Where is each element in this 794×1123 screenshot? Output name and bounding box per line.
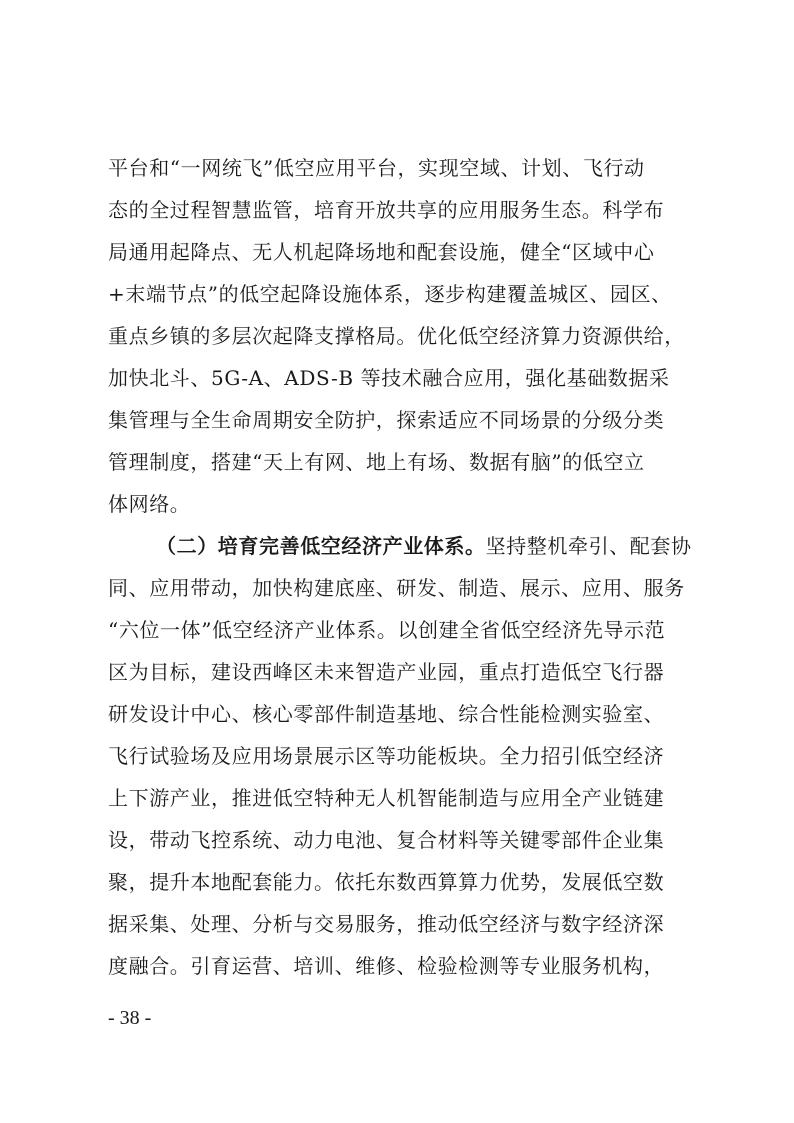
paragraph-line: 集管理与全生命周期安全防护，探索适应不同场景的分级分类 [108,408,665,432]
paragraph-line: “六位一体”低空经济产业体系。以创建全省低空经济先导示范 [108,618,666,642]
paragraph-line: +末端节点”的低空起降设施体系，逐步构建覆盖城区、园区、 [108,282,672,306]
paragraph-line: 局通用起降点、无人机起降场地和配套设施，健全“区域中心 [108,240,655,264]
paragraph-line: 据采集、处理、分析与交易服务，推动低空经济与数字经济深 [108,912,665,936]
paragraph-line: 区为目标，建设西峰区未来智造产业园，重点打造低空飞行器 [108,660,665,684]
page-number: - 38 - [108,1007,152,1029]
paragraph-line: 聚，提升本地配套能力。依托东数西算算力优势，发展低空数 [108,870,665,894]
paragraph-line: 体网络。 [108,492,191,516]
paragraph-line: 管理制度，搭建“天上有网、地上有场、数据有脑”的低空立 [108,450,645,474]
paragraph-line: 研发设计中心、核心零部件制造基地、综合性能检测实验室、 [108,702,665,726]
section-heading: （二）培育完善低空经济产业体系。 [156,534,486,558]
paragraph-line: 度融合。引育运营、培训、维修、检验检测等专业服务机构， [108,954,665,978]
paragraph-line: 飞行试验场及应用场景展示区等功能板块。全力招引低空经济 [108,744,665,768]
paragraph-line: 态的全过程智慧监管，培育开放共享的应用服务生态。科学布 [108,198,665,222]
paragraph-line: 上下游产业，推进低空特种无人机智能制造与应用全产业链建 [108,786,665,810]
paragraph-line: 重点乡镇的多层次起降支撑格局。优化低空经济算力资源供给， [108,324,685,348]
section-first-line [156,528,692,564]
paragraph-line: 同、应用带动，加快构建底座、研发、制造、展示、应用、服务 [108,576,685,600]
paragraph-line: 加快北斗、5G-A、ADS-B 等技术融合应用，强化基础数据采 [108,366,670,390]
section-first-line-text: 坚持整机牵引、配套协 [485,534,692,558]
paragraph-line: 设，带动飞控系统、动力电池、复合材料等关键零部件企业集 [108,828,665,852]
paragraph-line: 平台和“一网统飞”低空应用平台，实现空域、计划、飞行动 [108,156,645,180]
